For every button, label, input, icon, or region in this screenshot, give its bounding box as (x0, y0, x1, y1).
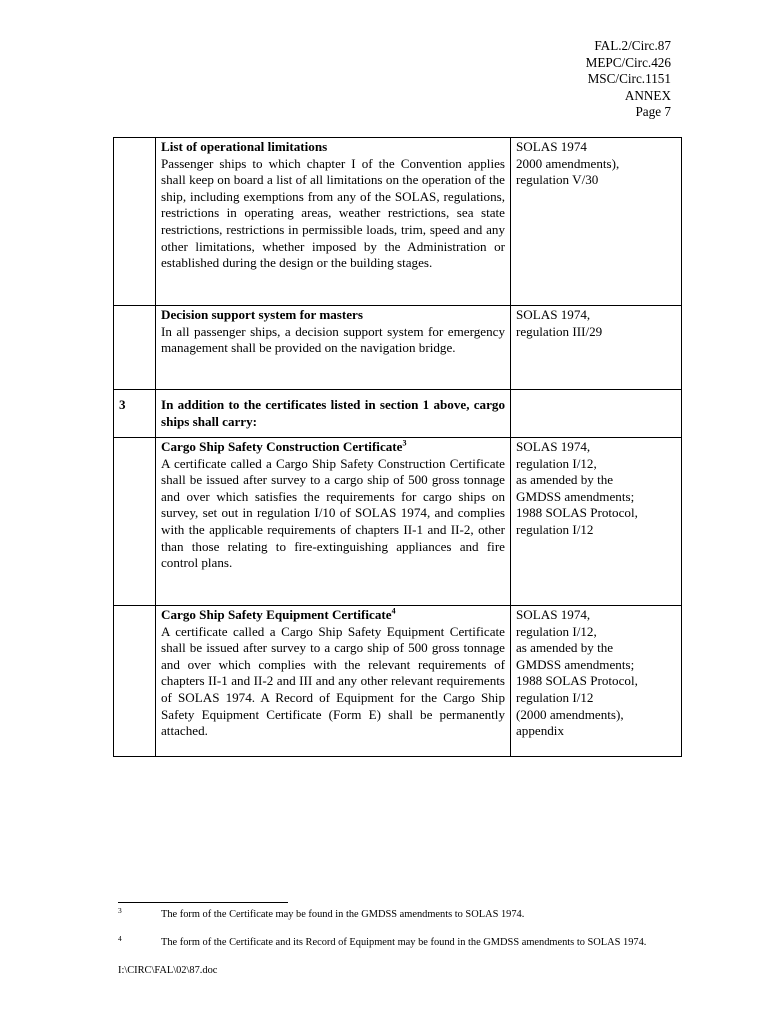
file-path: I:\CIRC\FAL\02\87.doc (118, 965, 218, 976)
row-description-cell (156, 306, 511, 390)
header-line-mepc: MEPC/Circ.426 (585, 54, 671, 70)
row-reference-cell (511, 390, 682, 438)
row-body: Passenger ships to which chapter I of the Convention applies shall keep on board a list of all limitations on the operation of the ship, including exemptions from any of the SOLAS, regulations, restrictions in operating areas, weather restrictions, sea state restrictions, restrictions in permissible loads, trim, speed and any other limitations, whether imposed by the Administration or established during the design or the building stages. (161, 155, 505, 271)
row-description-cell (156, 606, 511, 757)
row-body: A certificate called a Cargo Ship Safety Equipment Certificate shall be issued after survey to a cargo ship of 500 gross tonnage and over which complies with the relevant requirements of chapters II-1 and II-2 and III and any other relevant requirements of SOLAS 1974. A Record of Equipment for the Cargo Ship Safety Equipment Certificate (Form E) shall be permanently attached. (161, 623, 505, 739)
table-row (114, 390, 682, 438)
header-line-msc: MSC/Circ.1151 (587, 71, 671, 87)
table-row (114, 438, 682, 606)
reference-line: regulation I/12, (516, 623, 597, 639)
document-header (586, 38, 671, 121)
section-number: 3 (119, 397, 126, 412)
footnote-reference: 4 (391, 606, 396, 616)
reference-line: SOLAS 1974, (516, 307, 591, 322)
reference-line: 1988 SOLAS Protocol, (516, 673, 638, 689)
footnote-mark: 4 (118, 934, 122, 943)
row-title: Decision support system for masters (161, 307, 363, 322)
row-reference-cell (511, 138, 682, 306)
reference-line: GMDSS amendments; (516, 488, 635, 504)
row-body: A certificate called a Cargo Ship Safety Construction Certificate shall be issued after survey to a cargo ship of 500 gross tonnage and over which satisfies the requirements for cargo ships on survey, set out in regulation I/10 of SOLAS 1974, and complies with the applicable requirements of chapters II-1 and II-2, other than those relating to fire-extinguishing appliances and fire control plans. (161, 455, 505, 571)
row-title: List of operational limitations (161, 139, 328, 154)
row-title: Cargo Ship Safety Construction Certificate$^3$ (161, 438, 407, 454)
footnote-mark: 3 (118, 906, 122, 915)
reference-line: 1988 SOLAS Protocol, (516, 505, 638, 521)
row-reference-cell (511, 306, 682, 390)
footnote-text: The form of the Certificate and its Record of Equipment may be found in the GMDSS amendments to SOLAS 1974. (161, 937, 647, 948)
row-reference-cell (511, 438, 682, 606)
reference-line: GMDSS amendments; (516, 656, 635, 672)
reference-line: regulation V/30 (516, 172, 599, 188)
row-description-cell (156, 390, 511, 438)
reference-line: regulation I/12 (516, 689, 594, 705)
row-body: In all passenger ships, a decision support system for emergency management shall be provided on the navigation bridge. (161, 323, 505, 356)
reference-line: as amended by the (516, 640, 614, 656)
footnote-text: The form of the Certificate may be found in the GMDSS amendments to SOLAS 1974. (161, 909, 525, 920)
reference-line: SOLAS 1974, (516, 439, 591, 454)
section-heading: In addition to the certificates listed in section 1 above, cargo ships shall carry: (161, 397, 505, 429)
table-row (114, 606, 682, 757)
header-line-fal: FAL.2/Circ.87 (594, 38, 671, 53)
reference-line: (2000 amendments), (516, 706, 624, 722)
reference-line: as amended by the (516, 472, 614, 488)
reference-line: 2000 amendments), (516, 155, 620, 171)
table-row (114, 306, 682, 390)
row-title: Cargo Ship Safety Equipment Certificate$^4$ (161, 606, 396, 622)
reference-line: regulation I/12 (516, 521, 594, 537)
reference-line: regulation III/29 (516, 323, 603, 339)
row-number-cell (114, 306, 156, 390)
row-description-cell (156, 138, 511, 306)
row-number-cell (114, 606, 156, 757)
footnote-separator (118, 902, 288, 903)
row-number-cell (114, 138, 156, 306)
header-line-annex: ANNEX (624, 87, 671, 103)
table-row (114, 138, 682, 306)
reference-line: SOLAS 1974 (516, 139, 587, 154)
reference-line: SOLAS 1974, (516, 607, 591, 622)
row-reference-cell (511, 606, 682, 757)
row-number-cell (114, 390, 156, 438)
header-line-page: Page 7 (635, 104, 671, 120)
footnote-reference: 3 (402, 438, 407, 448)
reference-line: appendix (516, 723, 564, 739)
row-number-cell (114, 438, 156, 606)
certificates-table (113, 137, 682, 757)
reference-line: regulation I/12, (516, 455, 597, 471)
row-description-cell (156, 438, 511, 606)
